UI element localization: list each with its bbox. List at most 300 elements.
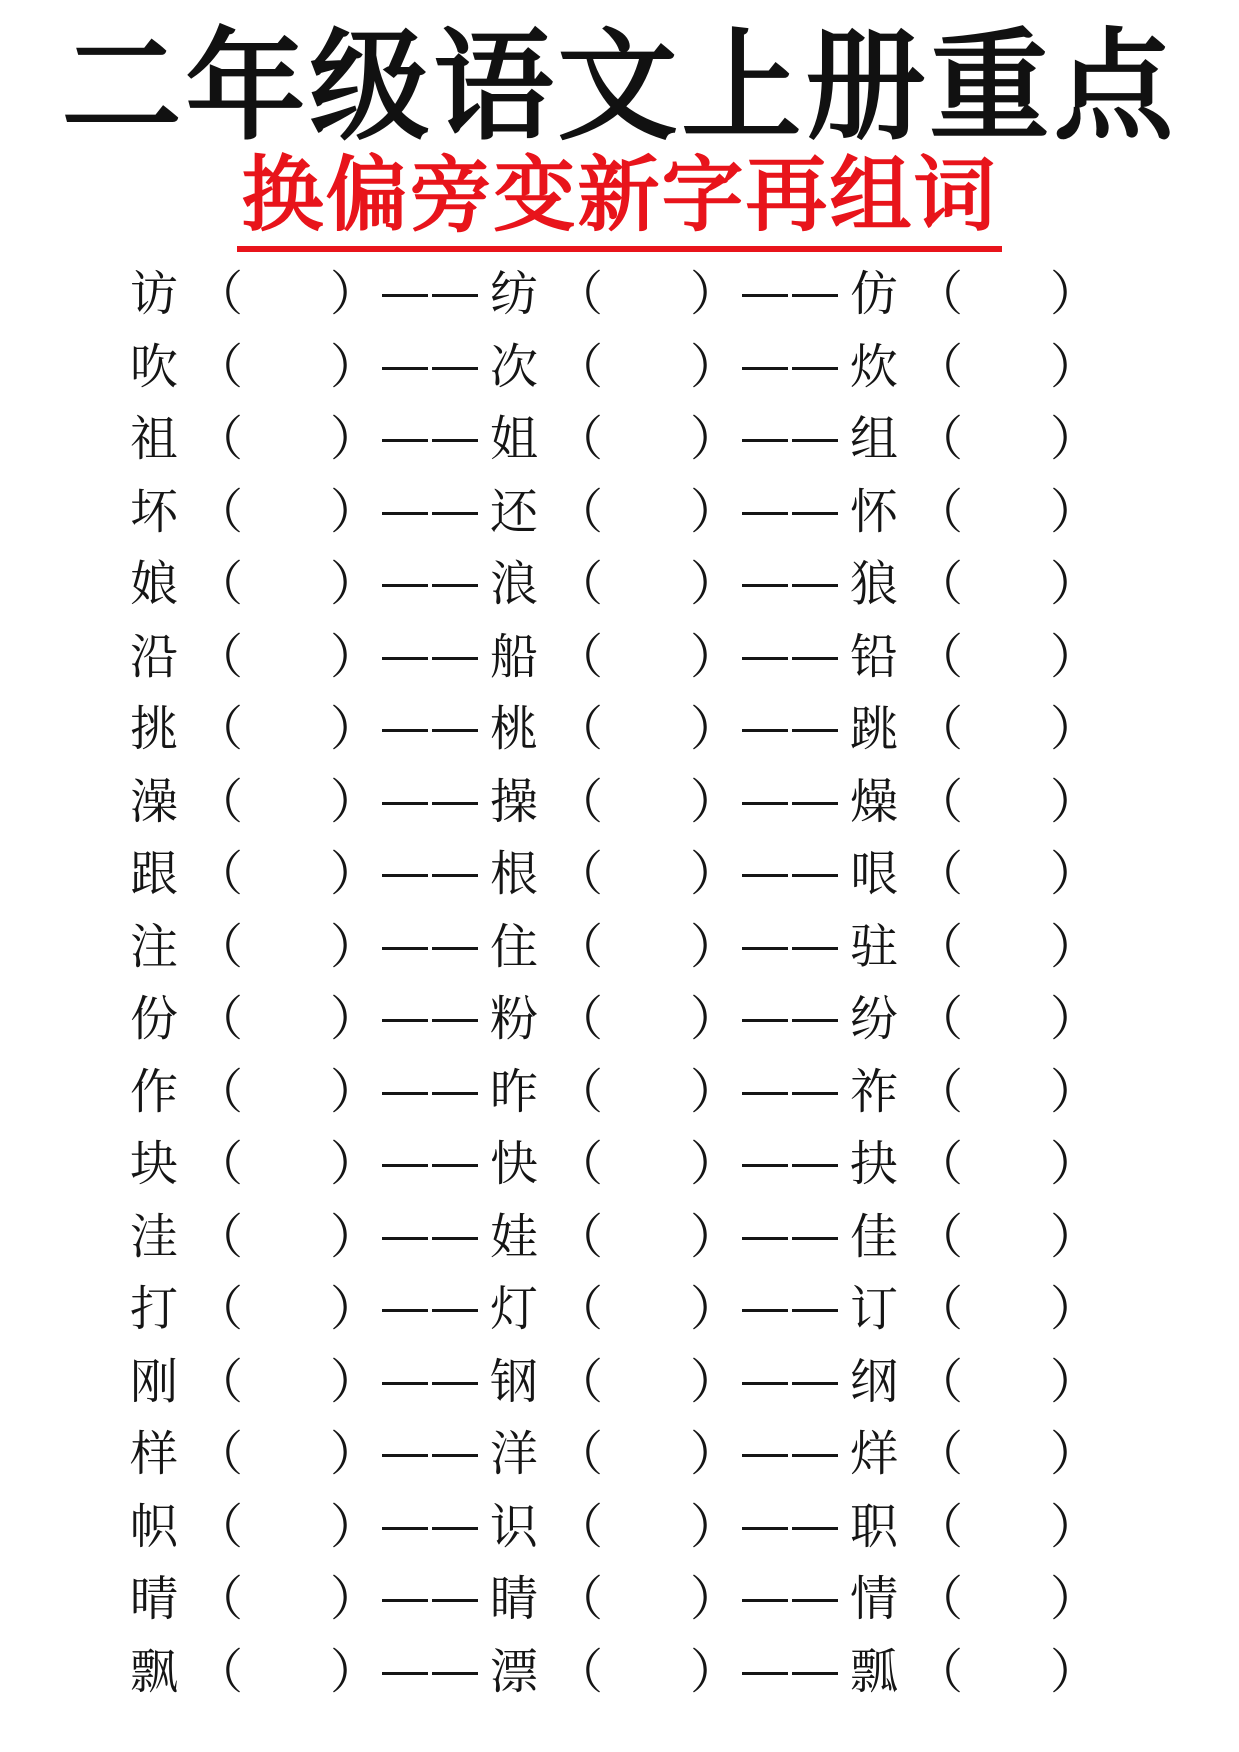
open-paren: （	[915, 1498, 964, 1555]
exercise-row	[0, 403, 1239, 476]
dash-connector	[432, 294, 478, 297]
close-paren: ）	[330, 701, 379, 757]
answer-blank[interactable]	[245, 1636, 325, 1696]
answer-blank[interactable]	[245, 1201, 325, 1261]
open-paren: （	[555, 1136, 604, 1192]
open-paren: （	[195, 701, 244, 757]
close-paren: ）	[1050, 1571, 1099, 1627]
dash-connector	[382, 1599, 428, 1602]
open-paren: （	[195, 1353, 244, 1410]
answer-blank[interactable]	[605, 1563, 685, 1623]
close-paren: ）	[690, 1643, 739, 1700]
exercise-row	[0, 911, 1239, 984]
exercise-row	[0, 1056, 1239, 1129]
dash-connector	[742, 874, 788, 877]
close-paren: ）	[1050, 411, 1099, 467]
open-paren: （	[555, 918, 604, 975]
close-paren: ）	[690, 1426, 739, 1482]
exercise-character: 纺	[490, 266, 539, 322]
close-paren: ）	[690, 918, 739, 975]
answer-blank[interactable]	[965, 911, 1045, 971]
open-paren: （	[555, 338, 604, 395]
close-paren: ）	[690, 1208, 739, 1265]
open-paren: （	[555, 1208, 604, 1265]
dash-connector	[742, 947, 788, 950]
exercise-character: 访	[130, 266, 179, 322]
dash-connector	[792, 1092, 838, 1095]
answer-blank[interactable]	[965, 766, 1045, 826]
answer-blank[interactable]	[245, 548, 325, 608]
close-paren: ）	[330, 773, 379, 830]
exercise-character: 刚	[130, 1353, 179, 1410]
dash-connector	[382, 584, 428, 587]
dash-connector	[382, 802, 428, 805]
answer-blank[interactable]	[605, 1201, 685, 1261]
answer-blank[interactable]	[965, 1128, 1045, 1188]
exercise-character: 操	[490, 773, 539, 830]
dash-connector	[382, 729, 428, 732]
dash-connector	[382, 294, 428, 297]
exercise-character: 纷	[850, 991, 899, 1047]
dash-connector	[742, 1237, 788, 1240]
answer-blank[interactable]	[245, 621, 325, 681]
dash-connector	[742, 294, 788, 297]
close-paren: ）	[690, 846, 739, 902]
close-paren: ）	[330, 918, 379, 975]
answer-blank[interactable]	[245, 1128, 325, 1188]
dash-connector	[432, 802, 478, 805]
dash-connector	[792, 802, 838, 805]
exercise-character: 祚	[850, 1063, 899, 1120]
close-paren: ）	[690, 628, 739, 685]
answer-blank[interactable]	[965, 1056, 1045, 1116]
open-paren: （	[195, 918, 244, 975]
open-paren: （	[915, 266, 964, 322]
open-paren: （	[915, 1281, 964, 1337]
answer-blank[interactable]	[965, 1201, 1045, 1261]
open-paren: （	[915, 918, 964, 975]
answer-blank[interactable]	[965, 403, 1045, 463]
dash-connector	[792, 1164, 838, 1167]
exercise-character: 情	[850, 1571, 899, 1627]
answer-blank[interactable]	[605, 911, 685, 971]
answer-blank[interactable]	[965, 548, 1045, 608]
exercise-character: 船	[490, 628, 539, 685]
open-paren: （	[195, 846, 244, 902]
open-paren: （	[195, 556, 244, 612]
answer-blank[interactable]	[965, 1273, 1045, 1333]
dash-connector	[742, 1092, 788, 1095]
close-paren: ）	[330, 483, 379, 540]
open-paren: （	[195, 1571, 244, 1627]
exercise-character: 晴	[130, 1571, 179, 1627]
open-paren: （	[555, 773, 604, 830]
open-paren: （	[195, 1281, 244, 1337]
exercise-character: 快	[490, 1136, 539, 1192]
close-paren: ）	[330, 411, 379, 467]
close-paren: ）	[690, 1498, 739, 1555]
dash-connector	[792, 947, 838, 950]
open-paren: （	[555, 991, 604, 1047]
dash-connector	[382, 512, 428, 515]
dash-connector	[742, 802, 788, 805]
close-paren: ）	[330, 846, 379, 902]
answer-blank[interactable]	[605, 1273, 685, 1333]
exercise-character: 铅	[850, 628, 899, 685]
answer-blank[interactable]	[965, 983, 1045, 1043]
open-paren: （	[915, 628, 964, 685]
close-paren: ）	[690, 266, 739, 322]
exercise-character: 驻	[850, 918, 899, 975]
exercise-character: 洋	[490, 1426, 539, 1482]
open-paren: （	[195, 1643, 244, 1700]
answer-blank[interactable]	[605, 838, 685, 898]
answer-blank[interactable]	[965, 331, 1045, 391]
answer-blank[interactable]	[245, 911, 325, 971]
open-paren: （	[915, 991, 964, 1047]
open-paren: （	[555, 1571, 604, 1627]
close-paren: ）	[1050, 773, 1099, 830]
close-paren: ）	[1050, 1063, 1099, 1120]
open-paren: （	[915, 1426, 964, 1482]
close-paren: ）	[1050, 846, 1099, 902]
exercise-character: 瓢	[850, 1643, 899, 1700]
dash-connector	[742, 512, 788, 515]
answer-blank[interactable]	[605, 1056, 685, 1116]
answer-blank[interactable]	[245, 1273, 325, 1333]
open-paren: （	[195, 773, 244, 830]
open-paren: （	[915, 1643, 964, 1700]
dash-connector	[742, 1527, 788, 1530]
answer-blank[interactable]	[245, 1346, 325, 1406]
answer-blank[interactable]	[605, 476, 685, 536]
exercise-row	[0, 258, 1239, 331]
exercise-list	[0, 258, 1239, 1708]
exercise-character: 狼	[850, 556, 899, 612]
answer-blank[interactable]	[245, 331, 325, 391]
dash-connector	[792, 439, 838, 442]
dash-connector	[432, 1237, 478, 1240]
open-paren: （	[915, 1208, 964, 1265]
exercise-row	[0, 1636, 1239, 1709]
close-paren: ）	[1050, 266, 1099, 322]
exercise-character: 订	[850, 1281, 899, 1337]
dash-connector	[382, 439, 428, 442]
dash-connector	[742, 1019, 788, 1022]
exercise-character: 浪	[490, 556, 539, 612]
dash-connector	[792, 1527, 838, 1530]
open-paren: （	[555, 556, 604, 612]
exercise-character: 娘	[130, 556, 179, 612]
dash-connector	[742, 584, 788, 587]
exercise-character: 跳	[850, 701, 899, 757]
dash-connector	[432, 1092, 478, 1095]
dash-connector	[382, 1019, 428, 1022]
dash-connector	[432, 1672, 478, 1675]
dash-connector	[382, 1454, 428, 1457]
dash-connector	[382, 1382, 428, 1385]
answer-blank[interactable]	[245, 1418, 325, 1478]
close-paren: ）	[690, 338, 739, 395]
answer-blank[interactable]	[245, 1563, 325, 1623]
exercise-character: 漂	[490, 1643, 539, 1700]
dash-connector	[792, 874, 838, 877]
close-paren: ）	[330, 266, 379, 322]
open-paren: （	[915, 411, 964, 467]
close-paren: ）	[690, 1571, 739, 1627]
dash-connector	[432, 1599, 478, 1602]
exercise-character: 澡	[130, 773, 179, 830]
dash-connector	[382, 367, 428, 370]
open-paren: （	[915, 1136, 964, 1192]
dash-connector	[432, 1454, 478, 1457]
dash-connector	[742, 1164, 788, 1167]
close-paren: ）	[1050, 1426, 1099, 1482]
answer-blank[interactable]	[605, 1346, 685, 1406]
exercise-character: 炊	[850, 338, 899, 395]
answer-blank[interactable]	[605, 1128, 685, 1188]
close-paren: ）	[1050, 918, 1099, 975]
dash-connector	[382, 1092, 428, 1095]
exercise-character: 姐	[490, 411, 539, 467]
open-paren: （	[555, 1498, 604, 1555]
close-paren: ）	[690, 701, 739, 757]
answer-blank[interactable]	[245, 838, 325, 898]
exercise-row	[0, 693, 1239, 766]
exercise-character: 次	[490, 338, 539, 395]
close-paren: ）	[330, 628, 379, 685]
open-paren: （	[555, 701, 604, 757]
exercise-character: 帜	[130, 1498, 179, 1555]
exercise-character: 怀	[850, 483, 899, 540]
dash-connector	[792, 1237, 838, 1240]
answer-blank[interactable]	[605, 548, 685, 608]
close-paren: ）	[1050, 1643, 1099, 1700]
exercise-character: 仿	[850, 266, 899, 322]
dash-connector	[432, 874, 478, 877]
exercise-character: 还	[490, 483, 539, 540]
open-paren: （	[555, 1426, 604, 1482]
exercise-character: 钢	[490, 1353, 539, 1410]
answer-blank[interactable]	[245, 403, 325, 463]
dash-connector	[742, 367, 788, 370]
open-paren: （	[915, 1063, 964, 1120]
answer-blank[interactable]	[965, 258, 1045, 318]
close-paren: ）	[690, 1281, 739, 1337]
answer-blank[interactable]	[965, 1636, 1045, 1696]
answer-blank[interactable]	[965, 621, 1045, 681]
dash-connector	[792, 584, 838, 587]
dash-connector	[742, 1454, 788, 1457]
open-paren: （	[915, 338, 964, 395]
exercise-character: 纲	[850, 1353, 899, 1410]
answer-blank[interactable]	[605, 1491, 685, 1551]
close-paren: ）	[1050, 1281, 1099, 1337]
page-title: 二年级语文上册重点	[61, 18, 1178, 157]
dash-connector	[792, 1382, 838, 1385]
exercise-row	[0, 1128, 1239, 1201]
page-subtitle: 换偏旁变新字再组词	[237, 148, 1001, 252]
answer-blank[interactable]	[965, 693, 1045, 753]
close-paren: ）	[330, 1643, 379, 1700]
open-paren: （	[555, 1281, 604, 1337]
open-paren: （	[195, 1208, 244, 1265]
close-paren: ）	[1050, 338, 1099, 395]
answer-blank[interactable]	[245, 693, 325, 753]
open-paren: （	[915, 773, 964, 830]
close-paren: ）	[330, 991, 379, 1047]
open-paren: （	[555, 628, 604, 685]
answer-blank[interactable]	[605, 1418, 685, 1478]
close-paren: ）	[690, 1136, 739, 1192]
subtitle-container	[0, 148, 1239, 252]
answer-blank[interactable]	[965, 1346, 1045, 1406]
answer-blank[interactable]	[245, 766, 325, 826]
answer-blank[interactable]	[605, 983, 685, 1043]
exercise-row	[0, 1273, 1239, 1346]
answer-blank[interactable]	[605, 766, 685, 826]
dash-connector	[382, 1527, 428, 1530]
dash-connector	[792, 1019, 838, 1022]
exercise-character: 注	[130, 918, 179, 975]
dash-connector	[432, 657, 478, 660]
close-paren: ）	[1050, 991, 1099, 1047]
dash-connector	[792, 294, 838, 297]
open-paren: （	[555, 1063, 604, 1120]
dash-connector	[792, 512, 838, 515]
open-paren: （	[195, 266, 244, 322]
answer-blank[interactable]	[605, 258, 685, 318]
exercise-row	[0, 1491, 1239, 1564]
close-paren: ）	[330, 556, 379, 612]
exercise-row	[0, 1201, 1239, 1274]
open-paren: （	[195, 1136, 244, 1192]
answer-blank[interactable]	[965, 1418, 1045, 1478]
open-paren: （	[915, 846, 964, 902]
dash-connector	[432, 947, 478, 950]
answer-blank[interactable]	[245, 983, 325, 1043]
close-paren: ）	[690, 411, 739, 467]
exercise-character: 烊	[850, 1426, 899, 1482]
close-paren: ）	[690, 991, 739, 1047]
exercise-character: 娃	[490, 1208, 539, 1265]
exercise-character: 昨	[490, 1063, 539, 1120]
open-paren: （	[195, 338, 244, 395]
open-paren: （	[555, 1643, 604, 1700]
dash-connector	[792, 1672, 838, 1675]
exercise-character: 洼	[130, 1208, 179, 1265]
answer-blank[interactable]	[605, 403, 685, 463]
answer-blank[interactable]	[245, 1056, 325, 1116]
exercise-row	[0, 476, 1239, 549]
dash-connector	[432, 1019, 478, 1022]
exercise-character: 跟	[130, 846, 179, 902]
answer-blank[interactable]	[605, 693, 685, 753]
exercise-character: 样	[130, 1426, 179, 1482]
dash-connector	[432, 1527, 478, 1530]
close-paren: ）	[690, 556, 739, 612]
close-paren: ）	[330, 1281, 379, 1337]
open-paren: （	[915, 701, 964, 757]
dash-connector	[432, 439, 478, 442]
dash-connector	[382, 1237, 428, 1240]
dash-connector	[382, 1309, 428, 1312]
answer-blank[interactable]	[965, 1563, 1045, 1623]
exercise-row	[0, 1563, 1239, 1636]
open-paren: （	[555, 483, 604, 540]
exercise-row	[0, 838, 1239, 911]
open-paren: （	[195, 411, 244, 467]
close-paren: ）	[1050, 1208, 1099, 1265]
close-paren: ）	[330, 1063, 379, 1120]
open-paren: （	[195, 991, 244, 1047]
close-paren: ）	[690, 773, 739, 830]
dash-connector	[742, 1382, 788, 1385]
open-paren: （	[195, 1498, 244, 1555]
exercise-row	[0, 766, 1239, 839]
exercise-character: 灯	[490, 1281, 539, 1337]
answer-blank[interactable]	[965, 476, 1045, 536]
dash-connector	[792, 1454, 838, 1457]
exercise-character: 粉	[490, 991, 539, 1047]
dash-connector	[382, 1164, 428, 1167]
dash-connector	[792, 1599, 838, 1602]
close-paren: ）	[330, 338, 379, 395]
answer-blank[interactable]	[965, 1491, 1045, 1551]
close-paren: ）	[690, 483, 739, 540]
close-paren: ）	[690, 1063, 739, 1120]
answer-blank[interactable]	[245, 1491, 325, 1551]
exercise-character: 抉	[850, 1136, 899, 1192]
dash-connector	[742, 657, 788, 660]
answer-blank[interactable]	[605, 1636, 685, 1696]
open-paren: （	[555, 411, 604, 467]
answer-blank[interactable]	[605, 331, 685, 391]
dash-connector	[432, 512, 478, 515]
exercise-character: 打	[130, 1281, 179, 1337]
exercise-row	[0, 548, 1239, 621]
open-paren: （	[195, 1426, 244, 1482]
exercise-character: 坏	[130, 483, 179, 540]
dash-connector	[792, 657, 838, 660]
exercise-character: 吹	[130, 338, 179, 395]
exercise-row	[0, 621, 1239, 694]
open-paren: （	[555, 266, 604, 322]
dash-connector	[432, 1164, 478, 1167]
answer-blank[interactable]	[605, 621, 685, 681]
answer-blank[interactable]	[965, 838, 1045, 898]
exercise-row	[0, 331, 1239, 404]
close-paren: ）	[1050, 1353, 1099, 1410]
dash-connector	[792, 729, 838, 732]
dash-connector	[742, 1672, 788, 1675]
exercise-character: 哏	[850, 846, 899, 902]
dash-connector	[382, 1672, 428, 1675]
dash-connector	[792, 1309, 838, 1312]
exercise-character: 组	[850, 411, 899, 467]
dash-connector	[382, 874, 428, 877]
close-paren: ）	[1050, 701, 1099, 757]
answer-blank[interactable]	[245, 258, 325, 318]
dash-connector	[742, 729, 788, 732]
close-paren: ）	[1050, 556, 1099, 612]
dash-connector	[382, 657, 428, 660]
open-paren: （	[915, 1353, 964, 1410]
exercise-character: 识	[490, 1498, 539, 1555]
answer-blank[interactable]	[245, 476, 325, 536]
exercise-row	[0, 1418, 1239, 1491]
dash-connector	[432, 729, 478, 732]
